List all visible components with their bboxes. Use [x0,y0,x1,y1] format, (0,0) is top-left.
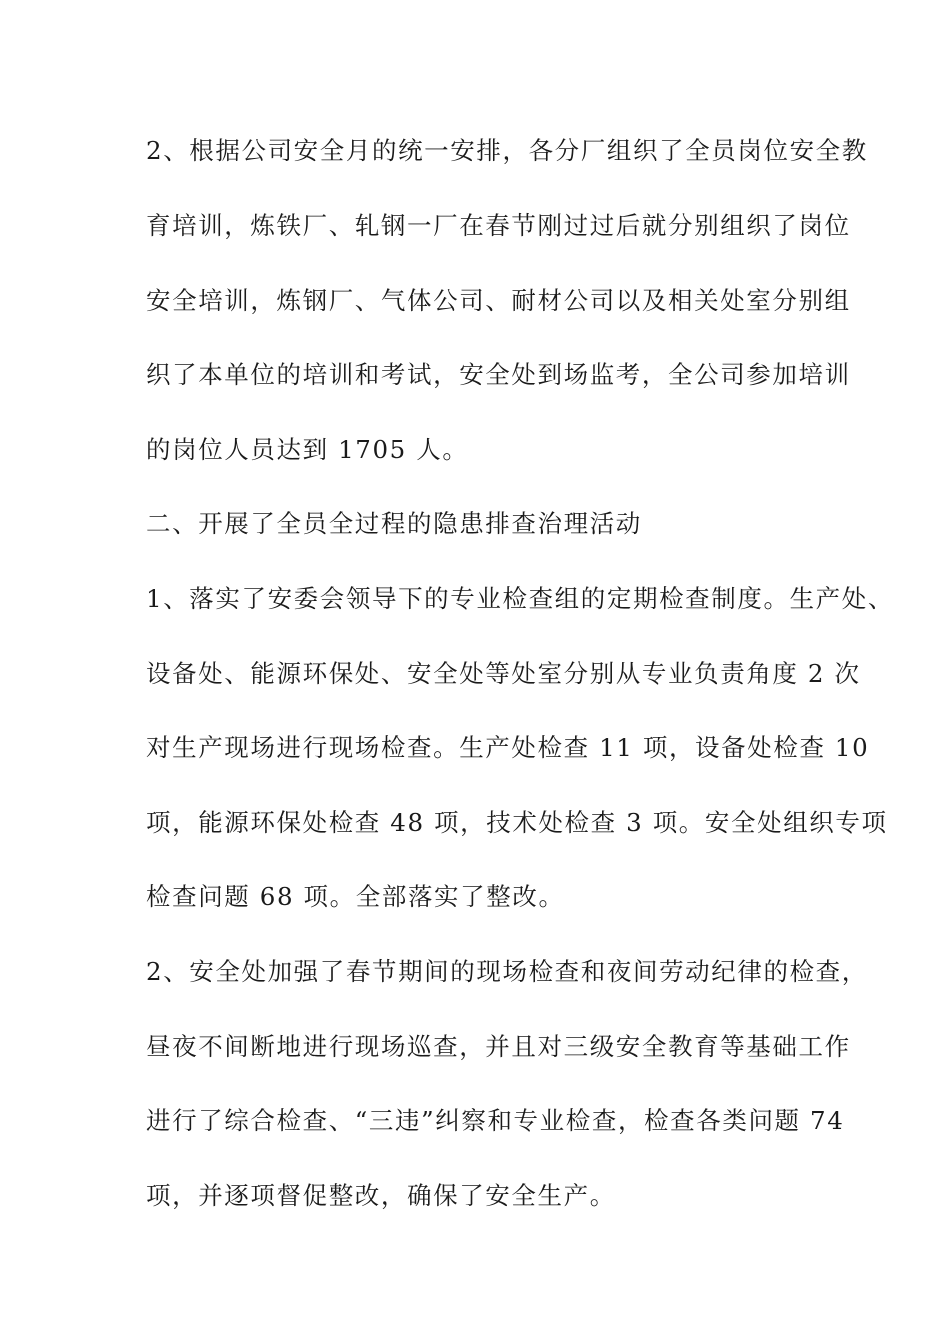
text-line: 昼夜不间断地进行现场巡查，并且对三级安全教育等基础工作 [146,1032,851,1061]
text-line: 项，并逐项督促整改，确保了安全生产。 [146,1181,616,1210]
text-line: 育培训，炼铁厂、轧钢一厂在春节刚过过后就分别组织了岗位 [146,211,851,240]
text-line: 检查问题 68 项。全部落实了整改。 [146,882,565,911]
text-line: 对生产现场进行现场检查。生产处检查 11 项，设备处检查 10 [146,733,870,762]
text-line: 项，能源环保处检查 48 项，技术处检查 3 项。安全处组织专项 [146,808,888,837]
section-heading: 二、开展了全员全过程的隐患排查治理活动 [146,509,642,538]
text-line: 进行了综合检查、“三违”纠察和专业检查，检查各类问题 74 [146,1106,845,1135]
text-line: 2、根据公司安全月的统一安排，各分厂组织了全员岗位安全教 [146,136,868,165]
text-line: 安全培训，炼钢厂、气体公司、耐材公司以及相关处室分别组 [146,286,851,315]
text-line: 织了本单位的培训和考试，安全处到场监考，全公司参加培训 [146,360,851,389]
text-line: 1、落实了安委会领导下的专业检查组的定期检查制度。生产处、 [146,584,894,613]
text-line: 设备处、能源环保处、安全处等处室分别从专业负责角度 2 次 [146,659,861,688]
text-line: 2、安全处加强了春节期间的现场检查和夜间劳动纪律的检查， [146,957,868,986]
text-line: 的岗位人员达到 1705 人。 [146,435,469,464]
